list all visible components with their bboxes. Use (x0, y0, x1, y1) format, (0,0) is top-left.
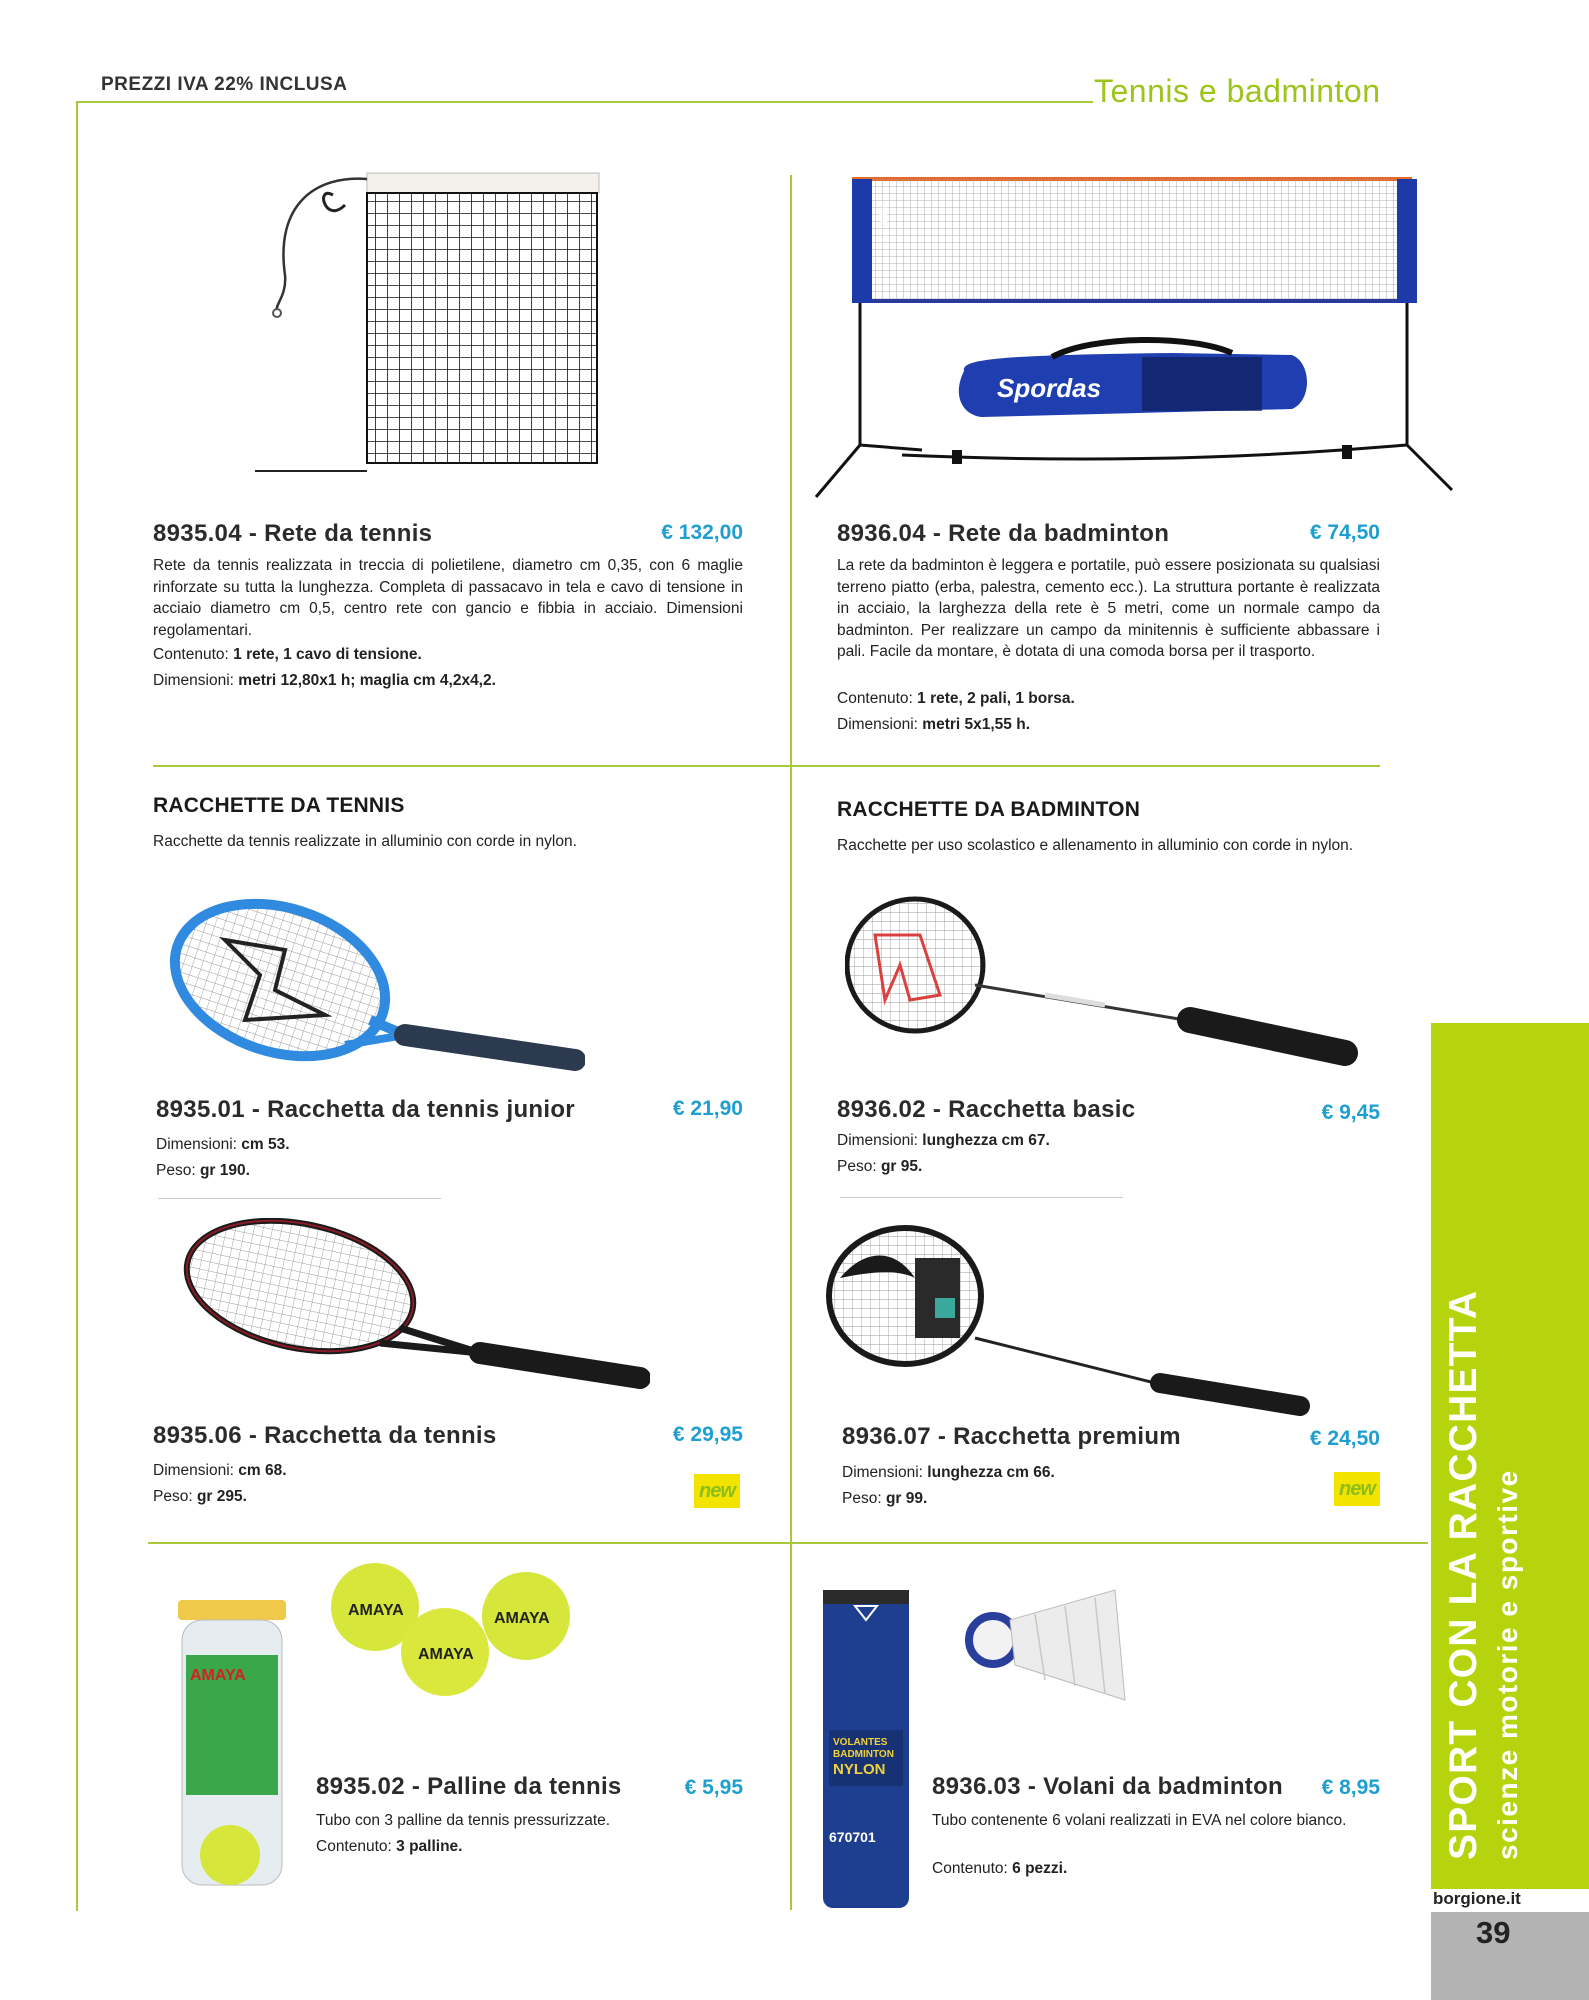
tennis-racket-image (180, 1218, 650, 1398)
price-8936-03: € 8,95 (1321, 1776, 1380, 1799)
product-title-8936-04: 8936.04 - Rete da badminton (837, 520, 1170, 547)
product-title-8935-01: 8935.01 - Racchetta da tennis junior (156, 1096, 575, 1123)
product-title-8936-02: 8936.02 - Racchetta basic (837, 1096, 1136, 1123)
dimensions-8936-04: Dimensioni: metri 5x1,55 h. (837, 716, 1030, 733)
tube-label-badminton: BADMINTON (833, 1749, 894, 1760)
new-badge-8935-06: new (694, 1474, 740, 1508)
divider-8936-02 (840, 1197, 1123, 1198)
center-divider (790, 175, 792, 1910)
product-title-8935-06: 8935.06 - Racchetta da tennis (153, 1422, 497, 1449)
tube-brand: AMAYA (190, 1667, 246, 1684)
content-8935-04: Contenuto: 1 rete, 1 cavo di tensione. (153, 646, 422, 663)
dimensions-8936-07: Dimensioni: lunghezza cm 66. (842, 1464, 1055, 1481)
ball-brand-1: AMAYA (348, 1602, 404, 1619)
price-note: PREZZI IVA 22% INCLUSA (101, 74, 348, 95)
basic-badminton-racket-image (845, 885, 1365, 1075)
tube-code: 670701 (829, 1829, 876, 1845)
price-8936-02: € 9,45 (1321, 1101, 1380, 1124)
section-tennis-text: Racchette da tennis realizzate in alluminio con corde in nylon. (153, 833, 577, 850)
bag-brand: Spordas (997, 373, 1102, 403)
product-title-8935-04: 8935.04 - Rete da tennis (153, 520, 433, 547)
divider-8935-01 (158, 1198, 441, 1199)
left-rule (76, 101, 78, 1911)
content-8935-02: Contenuto: 3 palline. (316, 1838, 463, 1855)
tennis-net-image (255, 165, 615, 485)
page-number: 39 (1476, 1915, 1511, 1950)
section-title: Tennis e badminton (1094, 73, 1381, 109)
price-8936-07: € 24,50 (1309, 1427, 1380, 1450)
section-badminton-title: RACCHETTE DA BADMINTON (837, 798, 1141, 821)
content-8936-03: Contenuto: 6 pezzi. (932, 1860, 1068, 1877)
price-8935-04: € 132,00 (661, 521, 743, 544)
description-8936-03: Tubo contenente 6 volani realizzati in EVA nel colore bianco. (932, 1812, 1347, 1829)
weight-8936-07: Peso: gr 99. (842, 1490, 928, 1507)
site-url: borgione.it (1433, 1889, 1521, 1908)
product-title-8936-03: 8936.03 - Volani da badminton (932, 1773, 1284, 1800)
price-8936-04: € 74,50 (1309, 521, 1380, 544)
net-brand-left: Spordas (878, 201, 890, 242)
product-title-8936-07: 8936.07 - Racchetta premium (842, 1423, 1181, 1450)
ball-brand-3: AMAYA (494, 1610, 550, 1627)
section-badminton-text: Racchette per uso scolastico e allenamento in alluminio con corde in nylon. (837, 837, 1354, 854)
weight-8936-02: Peso: gr 95. (837, 1158, 923, 1175)
description-8935-02: Tubo con 3 palline da tennis pressurizzate. (316, 1812, 611, 1829)
weight-8935-01: Peso: gr 190. (156, 1162, 250, 1179)
tube-label-volantes: VOLANTES (833, 1737, 888, 1748)
dimensions-8935-06: Dimensioni: cm 68. (153, 1462, 287, 1479)
badminton-net-image (812, 165, 1462, 505)
new-badge-8936-07: new (1334, 1472, 1380, 1506)
price-8935-01: € 21,90 (672, 1097, 743, 1120)
ball-brand-2: AMAYA (418, 1646, 474, 1663)
section-rule-1 (153, 765, 1380, 767)
dimensions-8936-02: Dimensioni: lunghezza cm 67. (837, 1132, 1050, 1149)
section-rule-2 (148, 1542, 1428, 1544)
sidebar-subtitle: scienze motorie e sportive (1492, 1469, 1523, 1860)
price-8935-02: € 5,95 (684, 1776, 743, 1799)
dimensions-8935-01: Dimensioni: cm 53. (156, 1136, 290, 1153)
section-tennis-title: RACCHETTE DA TENNIS (153, 794, 405, 817)
content-8936-04: Contenuto: 1 rete, 2 pali, 1 borsa. (837, 690, 1075, 707)
tube-label-nylon: NYLON (833, 1761, 886, 1778)
net-brand-right: Spordas (1424, 199, 1436, 240)
description-8935-04: Rete da tennis realizzata in treccia di polietilene, diametro cm 0,35, con 6 maglie rinforzate su tutta la lunghezza. Completa di passacavo in tela e cavo di tensione in acciaio diametro cm 0,5, centro rete con gancio e fibbia in acciaio. Dimensioni regolamentari. (153, 557, 743, 639)
product-title-8935-02: 8935.02 - Palline da tennis (316, 1773, 622, 1800)
price-8935-06: € 29,95 (672, 1423, 743, 1446)
sidebar-text (1441, 1020, 1581, 1860)
description-8936-04: La rete da badminton è leggera e portatile, può essere posizionata su qualsiasi terreno piatto (erba, palestra, cemento ecc.). La struttura portante è realizzata in acciaio, la larghezza della rete è 5 metri, come un normale campo da badminton. Per realizzare un campo da minitennis è sufficiente abbassare i pali. Facile da montare, è dotata di una comoda borsa per il trasporto. (837, 557, 1380, 660)
junior-racket-image (165, 895, 585, 1085)
sidebar-main-title: SPORT CON LA RACCHETTA (1442, 1289, 1485, 1860)
weight-8935-06: Peso: gr 295. (153, 1488, 247, 1505)
header-rule (76, 101, 1093, 103)
dimensions-8935-04: Dimensioni: metri 12,80x1 h; maglia cm 4,2x4,2. (153, 672, 496, 689)
premium-badminton-racket-image (825, 1218, 1325, 1418)
